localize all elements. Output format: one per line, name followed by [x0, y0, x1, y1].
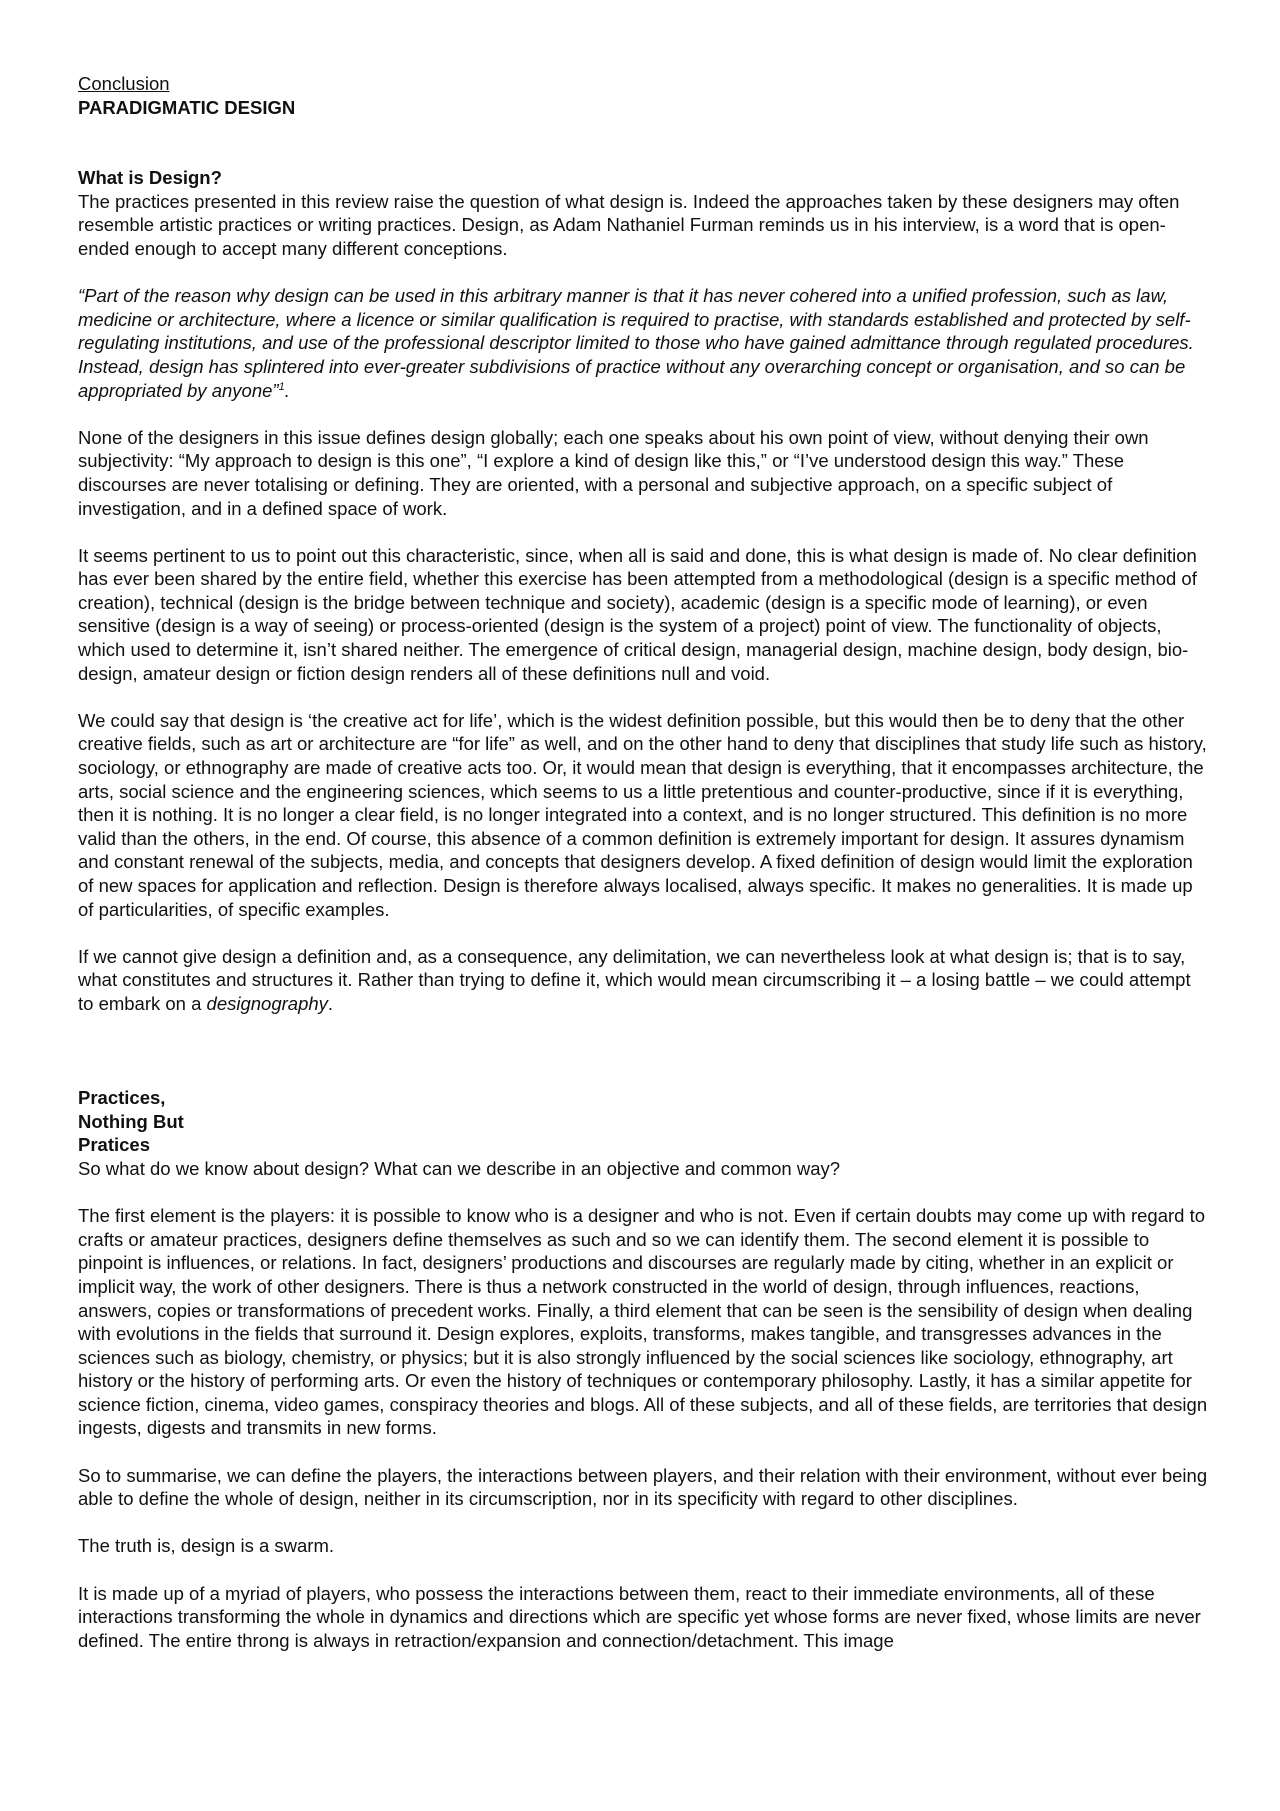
paragraph-text: If we cannot give design a definition and, as a consequence, any delimitation, we can nevertheless look at what design is; that is to say, what constitutes and structures it. Rather than trying to define it, which would mean circumscribing it – a losing battle – we could attempt to embark on a — [78, 945, 1191, 1014]
document-title: PARADIGMATIC DESIGN — [78, 96, 296, 118]
paragraph — [78, 945, 1208, 1016]
paragraph: We could say that design is ‘the creative act for life’, which is the widest definition possible, but this would then be to deny that the other creative fields, such as art or architecture are “for life” as well, and on the other hand to deny that disciplines that study life such as history, sociology, or ethnography are made of creative acts too. Or, it would mean that design is everything, that it encompasses architecture, the arts, social science and the engineering sciences, which seems to us a little pretentious and counter-productive, since if it is everything, then it is nothing. It is no longer a clear field, is no longer integrated into a context, and is no longer structured. This definition is no more valid than the others, in the end. Of course, this absence of a common definition is extremely important for design. It assures dynamism and constant renewal of the subjects, media, and concepts that designers develop. A fixed definition of design would limit the exploration of new spaces for application and reflection. Design is therefore always localised, always specific. It makes no generalities. It is made up of particularities, of specific examples. — [78, 709, 1207, 920]
section-heading-line: Nothing But — [78, 1110, 184, 1132]
section-heading-line: Practices, — [78, 1087, 166, 1109]
block-quote — [78, 284, 1208, 402]
section-label: Conclusion — [78, 73, 170, 94]
paragraph: It is made up of a myriad of players, who possess the interactions between them, react to their immediate environments, all of these interactions transforming the whole in dynamics and directions which are specific yet whose forms are never fixed, whose limits are never defined. The entire throng is always in retraction/expansion and connection/detachment. This image — [78, 1582, 1201, 1651]
paragraph: None of the designers in this issue defines design globally; each one speaks about his own point of view, without denying their own subjectivity: “My approach to design is this one”, “I explore a kind of design like this,” or “I’ve understood design this way.” These discourses are never totalising or defining. They are oriented, with a personal and subjective approach, on a specific subject of investigation, and in a defined space of work. — [78, 426, 1149, 519]
document-header — [78, 72, 1208, 119]
section-practices — [78, 1086, 1208, 1652]
footnote-marker[interactable]: 1 — [278, 380, 285, 393]
paragraph: So what do we know about design? What can we describe in an objective and common way? — [78, 1157, 841, 1179]
quote-end: . — [284, 379, 290, 401]
paragraph: The truth is, design is a swarm. — [78, 1535, 335, 1557]
section-heading: What is Design? — [78, 167, 222, 189]
paragraph: The first element is the players: it is possible to know who is a designer and who is not. Even if certain doubts may come up with regard to crafts or amateur practices, designers define themselves as such and so we can identify them. The second element it is possible to pinpoint is influences, or relations. In fact, designers’ productions and discourses are regularly made by citing, whether in an explicit or implicit way, the work of other designers. There is thus a network constructed in the world of design, through influences, reactions, answers, copies or transformations of precedent works. Finally, a third element that can be seen is the sensibility of design when dealing with evolutions in the fields that surround it. Design explores, exploits, transforms, makes tangible, and transgresses advances in the sciences such as biology, chemistry, or physics; but it is also strongly influenced by the social sciences like sociology, ethnography, art history or the history of performing arts. Or even the history of techniques or contemporary philosophy. Lastly, it has a similar appetite for science fiction, cinema, video games, conspiracy theories and blogs. All of these subjects, and all of these fields, are territories that design ingests, digests and transmits in new forms. — [78, 1205, 1208, 1439]
document-page — [78, 72, 1208, 1676]
section-spacer — [78, 1039, 1208, 1086]
paragraph: The practices presented in this review raise the question of what design is. Indeed the approaches taken by these designers may often resemble artistic practices or writing practices. Design, as Adam Nathaniel Furman reminds us in his interview, is a word that is open-ended enough to accept many different conceptions. — [78, 190, 1180, 259]
paragraph: It seems pertinent to us to point out this characteristic, since, when all is said and done, this is what design is made of. No clear definition has ever been shared by the entire field, whether this exercise has been attempted from a methodological (design is a specific method of creation), technical (design is the bridge between technique and society), academic (design is a specific mode of learning), or even sensitive (design is a way of seeing) or process-oriented (design is the system of a project) point of view. The functionality of objects, which used to determine it, isn’t shared neither. The emergence of critical design, managerial design, machine design, body design, bio-design, amateur design or fiction design renders all of these definitions null and void. — [78, 544, 1197, 684]
paragraph: So to summarise, we can define the players, the interactions between players, and their relation with their environment, without ever being able to define the whole of design, neither in its circumscription, nor in its specificity with regard to other disciplines. — [78, 1464, 1208, 1510]
section-what-is-design — [78, 166, 1208, 1015]
quote-text: “Part of the reason why design can be used in this arbitrary manner is that it has never cohered into a unified profession, such as law, medicine or architecture, where a licence or similar qualification is required to practise, with standards established and protected by self-regulating institutions, and use of the professional descriptor limited to those who have gained admittance through regulated procedures. Instead, design has splintered into ever-greater subdivisions of practice without any overarching concept or organisation, and so can be appropriated by anyone” — [78, 285, 1194, 401]
emphasis-term: designography — [206, 992, 328, 1014]
paragraph-end: . — [327, 992, 334, 1014]
section-heading-line: Pratices — [78, 1134, 150, 1156]
